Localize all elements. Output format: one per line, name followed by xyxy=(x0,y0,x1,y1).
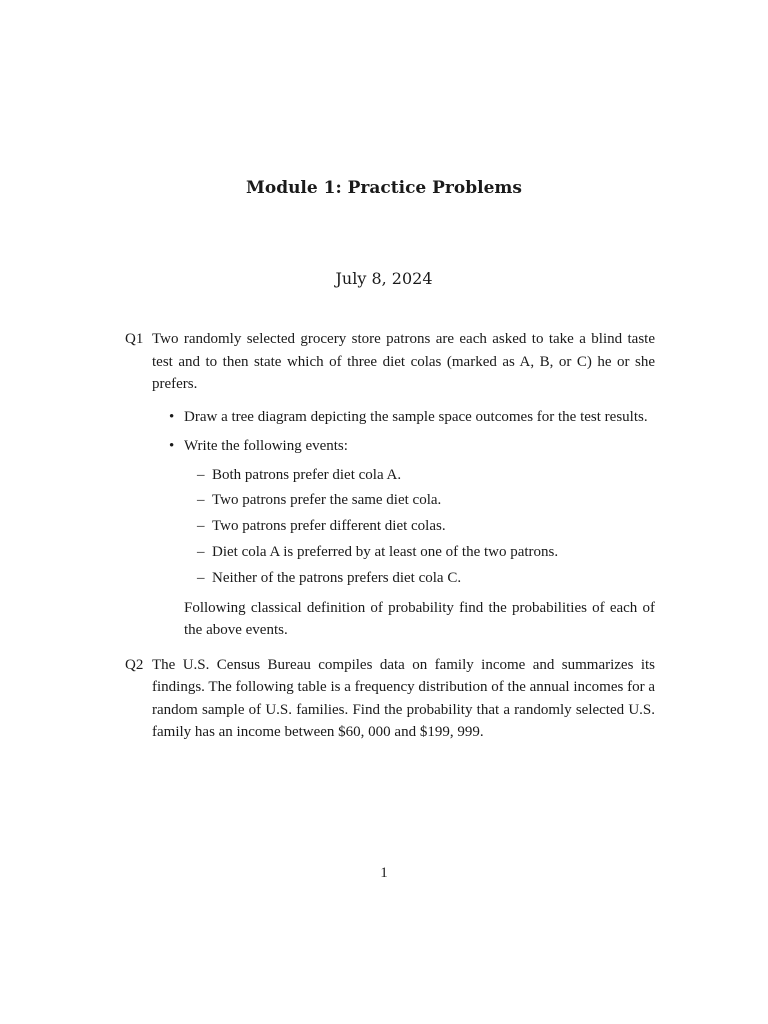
event-item xyxy=(197,541,655,564)
event-text: Both patrons prefer diet cola A. xyxy=(212,466,402,483)
event-text: Two patrons prefer different diet colas. xyxy=(212,518,446,535)
event-list xyxy=(184,464,655,590)
event-text: Diet cola A is preferred by at least one of the two patrons. xyxy=(212,544,559,561)
event-text: Two patrons prefer the same diet cola. xyxy=(212,492,442,509)
bullet-item xyxy=(169,435,655,590)
bullet-text: Draw a tree diagram depicting the sample space outcomes for the test results. xyxy=(184,408,648,425)
bullet-marker: • xyxy=(169,438,175,454)
event-item xyxy=(197,567,655,590)
question-1 xyxy=(125,328,655,642)
bullet-marker: • xyxy=(169,408,175,425)
question-label: Q2 xyxy=(125,656,144,673)
question-text: The U.S. Census Bureau compiles data on family income and summarizes its findings. The following table is a frequency distribution of the annual incomes for a random sample of U.S. families. Find the probability that a randomly selected U.S. family has an income between $60, 000 and $199, 999. xyxy=(152,656,655,741)
dash-marker: – xyxy=(197,570,205,587)
event-text: Neither of the patrons prefers diet cola C. xyxy=(212,570,462,587)
dash-marker: – xyxy=(197,492,205,509)
dash-marker: – xyxy=(197,544,205,561)
question-label: Q1 xyxy=(125,331,144,347)
bullet-text: Write the following events: xyxy=(184,438,348,454)
question-text: Two randomly selected grocery store patrons are each asked to take a blind taste test and to then state which of three diet colas (marked as A, B, or C) he or she prefers. xyxy=(152,331,655,392)
dash-marker: – xyxy=(197,518,205,535)
question-bullet-list xyxy=(152,406,655,590)
event-item xyxy=(197,489,655,512)
event-item xyxy=(197,515,655,538)
event-item xyxy=(197,464,655,487)
bullet-item xyxy=(169,406,655,429)
question-note: Following classical definition of probability find the probabilities of each of the above events. xyxy=(184,599,655,639)
problem-list xyxy=(125,328,655,756)
document-date: July 8, 2024 xyxy=(335,269,433,288)
document-title: Module 1: Practice Problems xyxy=(246,178,522,198)
question-2 xyxy=(125,654,655,744)
dash-marker: – xyxy=(197,466,205,483)
page-number: 1 xyxy=(380,865,388,881)
